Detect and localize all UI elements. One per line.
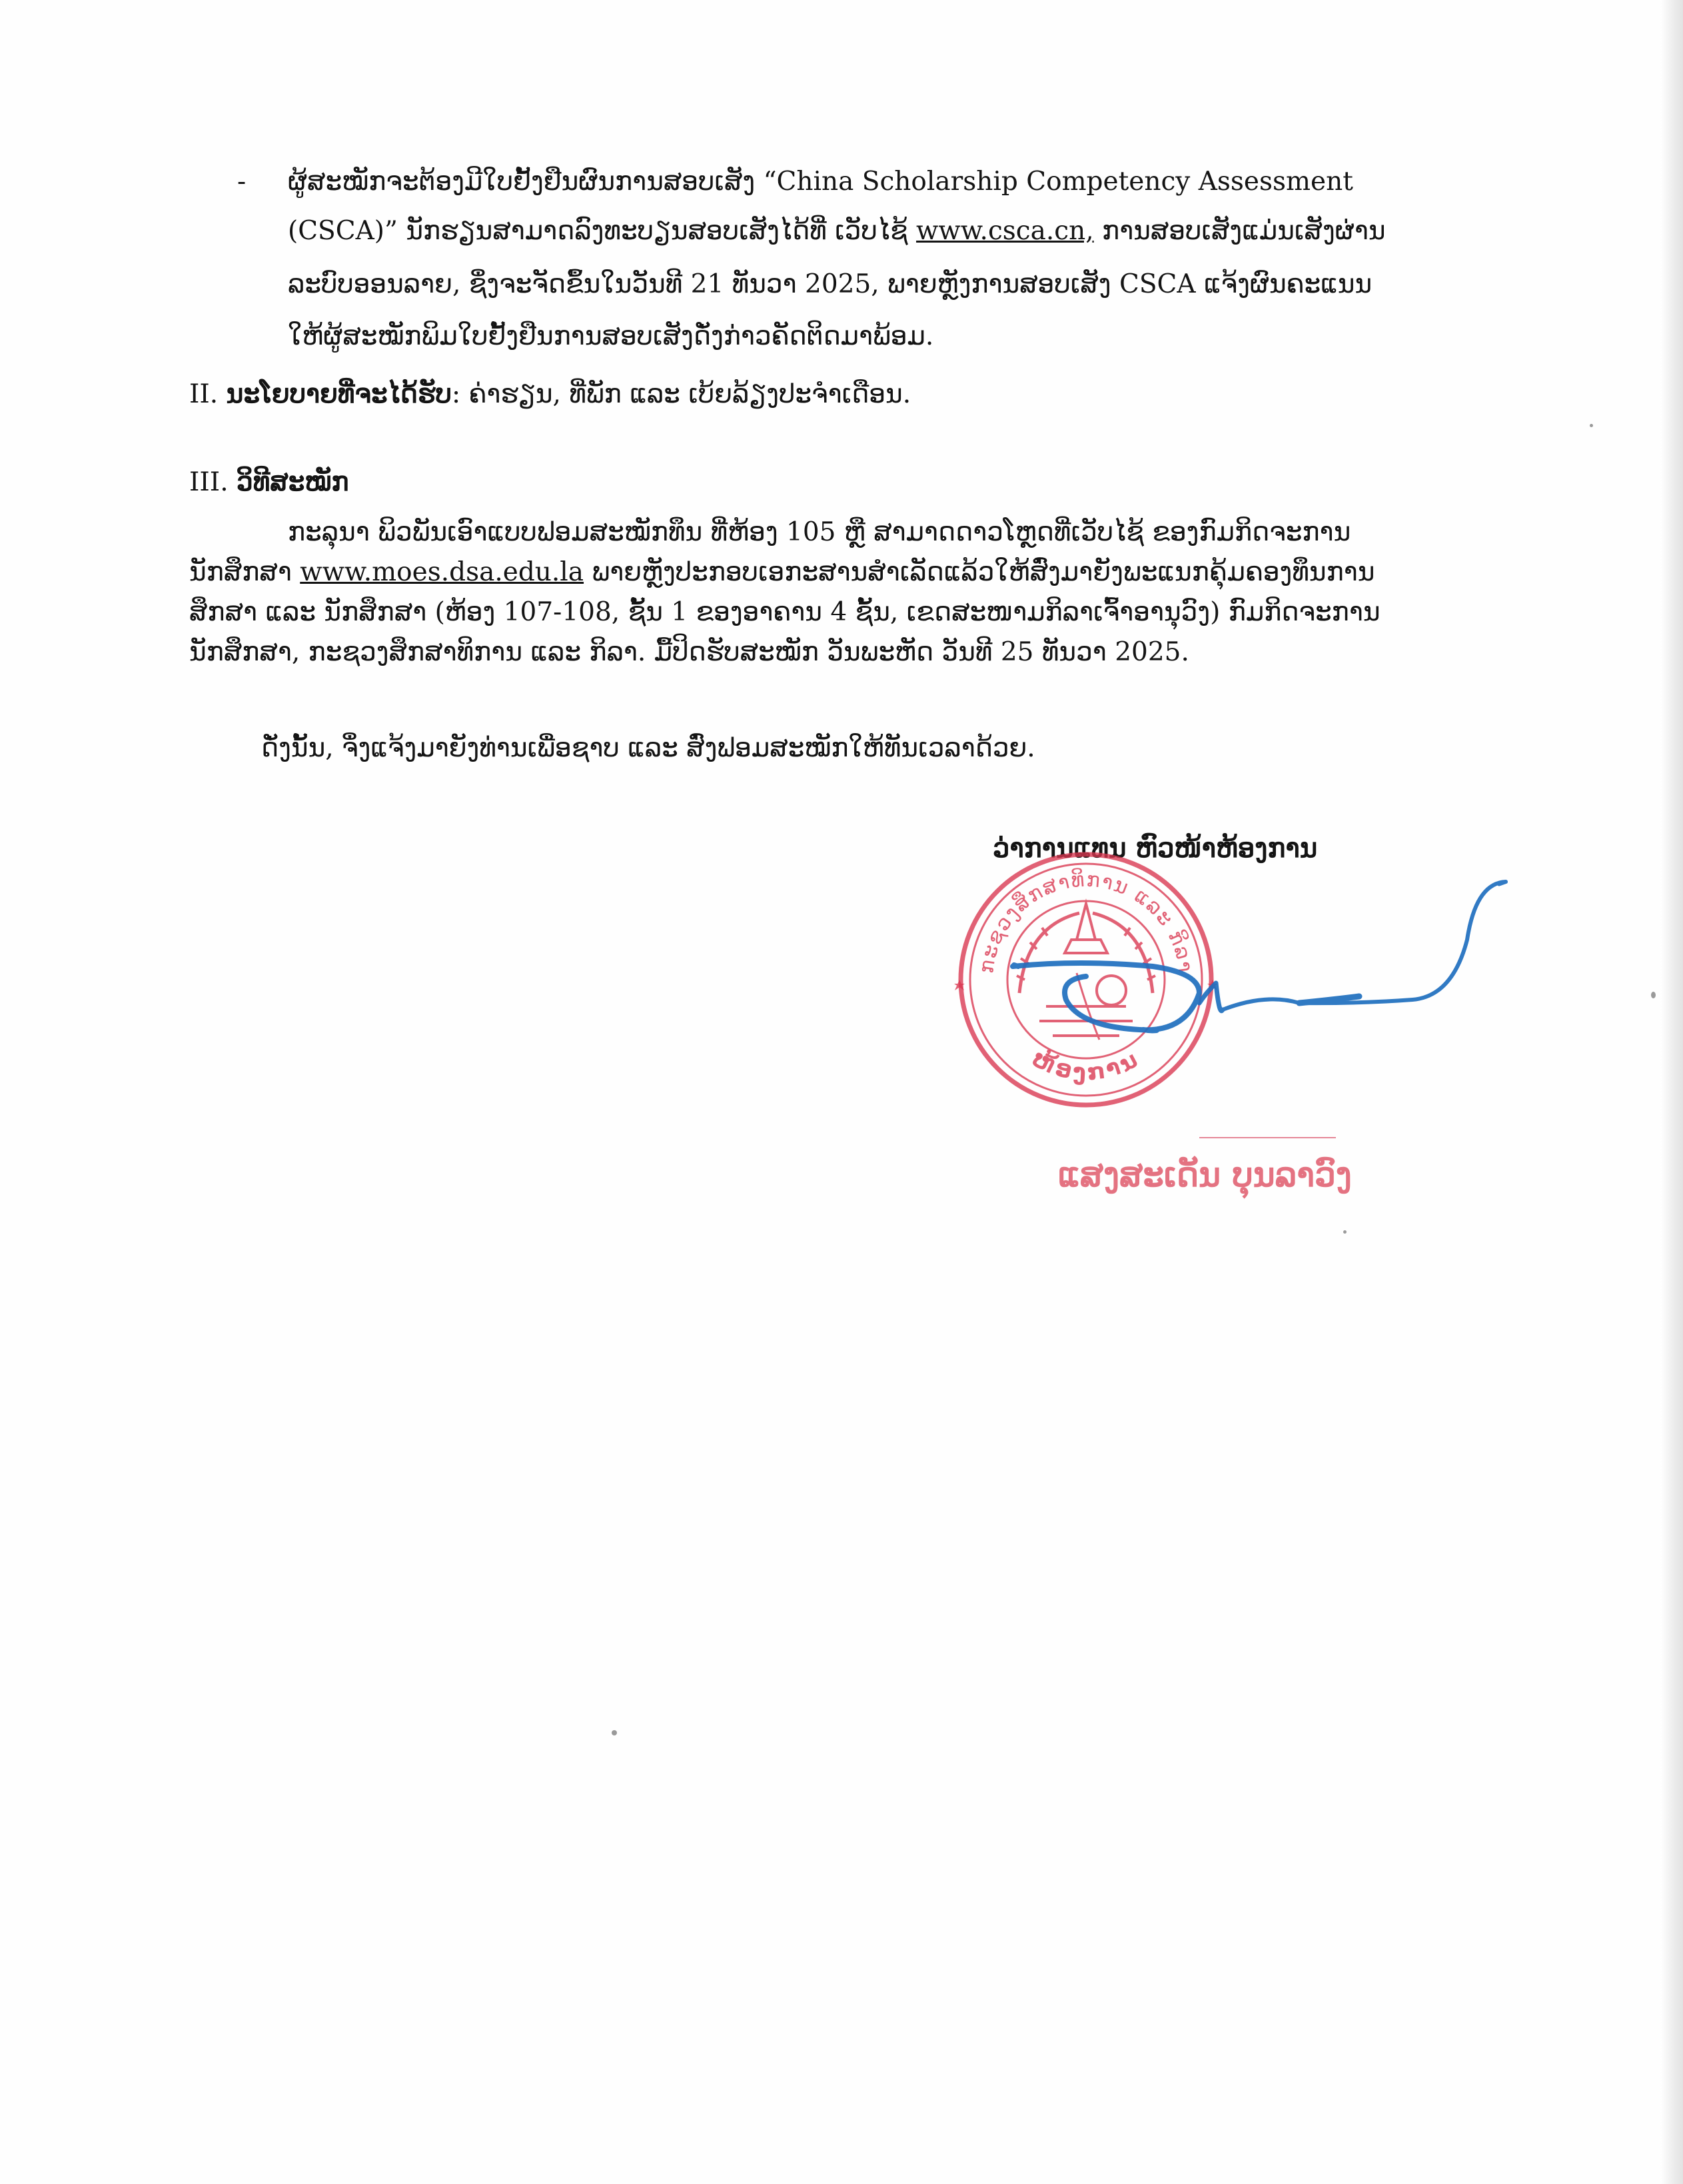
signer-name-rule [1199,1137,1336,1138]
section-2 [189,375,911,414]
bullet-line-4: ໃຫ້ຜູ້ສະໝັກພິມໃບຢັ້ງຢືນການສອບເສັງດັ່ງກ່າວຄັດຕິດມາພ້ອມ. [288,321,934,351]
closing-sentence: ດັ່ງນັ້ນ, ຈຶ່ງແຈ້ງມາຍັງທ່ານເພື່ອຊາບ ແລະ ສົ່ງຟອມສະໝັກໃຫ້ທັນເວລາດ້ວຍ. [261,733,1035,763]
section-3-line-2-tail: ພາຍຫຼັງປະກອບເອກະສານສຳເລັດແລ້ວໃຫ້ສົ່ງມາຍັງພະແນກຄຸ້ມຄອງທຶນການ [584,557,1375,587]
bullet-line-1: ຜູ້ສະໝັກຈະຕ້ອງມີໃບຢັ້ງຢືນຜົນການສອບເສັງ “China Scholarship Competency Assessment [288,167,1353,197]
stamp-top-text: ກະຊວງສຶກສາທິການ ແລະ ກິລາ [975,868,1197,975]
moes-link[interactable]: www.moes.dsa.edu.la [300,557,584,587]
section-3-line-3: ສຶກສາ ແລະ ນັກສຶກສາ (ຫ້ອງ 107-108, ຊັ້ນ 1 ຂອງອາຄານ 4 ຊັ້ນ, ເຂດສະໜາມກິລາເຈົ້າອານຸວົງ) ກົມກິດຈະການ [189,597,1381,627]
csca-link[interactable]: www.csca.cn, [916,216,1094,246]
section-2-heading: ນະໂຍບາຍທີ່ຈະໄດ້ຮັບ [226,379,452,409]
section-3-line-2 [189,553,1375,592]
section-3-number: III. [189,467,229,497]
scan-speck [1343,1230,1347,1234]
section-3-line-1: ກະລຸນາ ພິວພັນເອົາແບບຟອມສະໝັກທຶນ ທີ່ຫ້ອງ 105 ຫຼື ສາມາດດາວໂຫຼດທີ່ເວັບໄຊ້ ຂອງກົມກິດຈະການ [288,517,1351,547]
handwritten-signature [986,866,1532,1080]
bullet-marker: - [237,167,247,197]
section-3-title [189,463,349,502]
stamp-bottom-text: ຫ້ອງການ [1027,1045,1145,1086]
signer-name: ແສງສະເດັນ ບຸນລາວົງ [1058,1155,1352,1194]
bullet-line-2 [288,212,1386,251]
section-3-line-4: ນັກສຶກສາ, ກະຊວງສຶກສາທິການ ແລະ ກິລາ. ມື້ປິດຮັບສະໝັກ ວັນພະຫັດ ວັນທີ 25 ທັນວາ 2025. [189,637,1189,667]
page-edge-shadow [1660,0,1683,2184]
bullet-line-2-tail: ການສອບເສັງແມ່ນເສັງຜ່ານ [1093,216,1386,246]
bullet-line-2-text: (CSCA)” ນັກຮຽນສາມາດລົງທະບຽນສອບເສັງໄດ້ທີ່ ເວັບໄຊ້ [288,216,917,246]
section-3-line-2-head: ນັກສຶກສາ [189,557,300,587]
section-3-heading: ວິທີສະໝັກ [237,467,349,497]
bullet-line-3: ລະບົບອອນລາຍ, ຊຶ່ງຈະຈັດຂຶ້ນໃນວັນທີ 21 ທັນວາ 2025, ພາຍຫຼັງການສອບເສັງ CSCA ແຈ້ງຜົນຄະແນນ [288,269,1373,299]
signatory-title: ວ່າການແທນ ຫົວໜ້າຫ້ອງການ [993,832,1318,864]
scan-speck [1590,424,1593,427]
scan-speck [1651,992,1656,998]
section-2-number: II. [189,379,219,409]
section-2-text: : ຄ່າຮຽນ, ທີ່ພັກ ແລະ ເບ້ຍລ້ຽງປະຈຳເດືອນ. [451,379,911,409]
scan-speck [612,1730,617,1735]
